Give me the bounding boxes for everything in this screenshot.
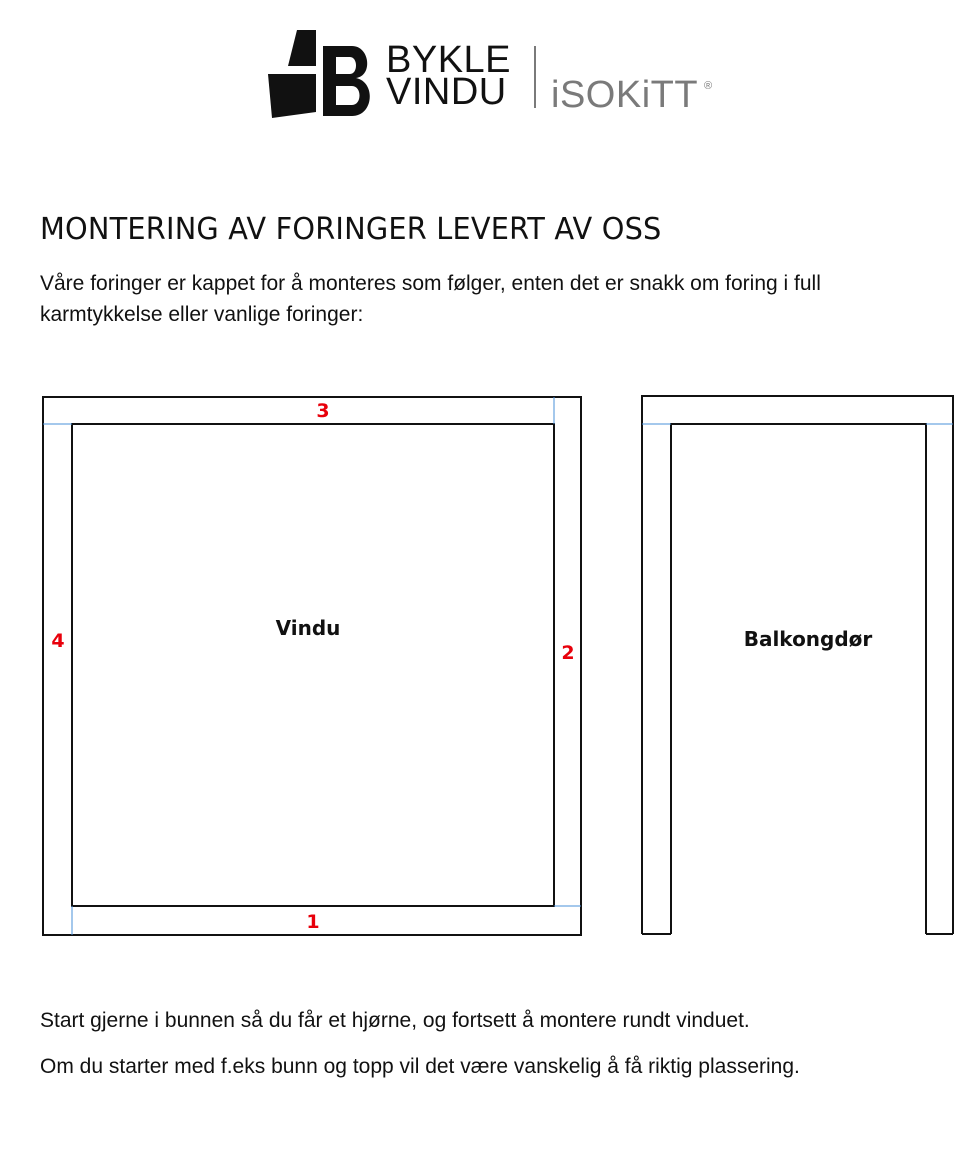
door-diagram xyxy=(642,396,953,934)
door-label: Balkongdør xyxy=(743,627,873,651)
door-outer-frame xyxy=(642,396,953,934)
window-outer-frame xyxy=(43,397,581,935)
window-inner-frame xyxy=(72,424,554,906)
brand-line-2: VINDU xyxy=(386,71,507,113)
logo-divider xyxy=(534,46,536,108)
partner-logo: iSOKiTT xyxy=(551,74,699,116)
logo xyxy=(268,30,728,122)
brand-line-1: BYKLE xyxy=(386,39,512,81)
window-diagram xyxy=(43,397,581,935)
mounting-diagram xyxy=(0,380,967,950)
left-piece-number: 4 xyxy=(51,630,65,652)
registered-mark: ® xyxy=(704,80,713,92)
bottom-piece-number: 1 xyxy=(306,911,320,933)
brand-name xyxy=(386,39,512,113)
page-title: MONTERING AV FORINGER LEVERT AV OSS xyxy=(40,212,662,247)
door-inner-frame xyxy=(671,424,926,934)
instruction-line-1: Start gjerne i bunnen så du får et hjørne, og fortsett å montere rundt vinduet. xyxy=(40,1009,750,1032)
window-label: Vindu xyxy=(275,616,341,640)
intro-text: Våre foringer er kappet for å monteres som følger, enten det er snakk om foring i full karmtykkelse eller vanlige foringer: xyxy=(40,272,821,326)
right-piece-number: 2 xyxy=(561,642,575,664)
instruction-line-2: Om du starter med f.eks bunn og topp vil det være vanskelig å få riktig plassering. xyxy=(40,1055,800,1078)
top-piece-number: 3 xyxy=(316,400,330,422)
bykle-logo-mark-icon xyxy=(268,30,378,122)
